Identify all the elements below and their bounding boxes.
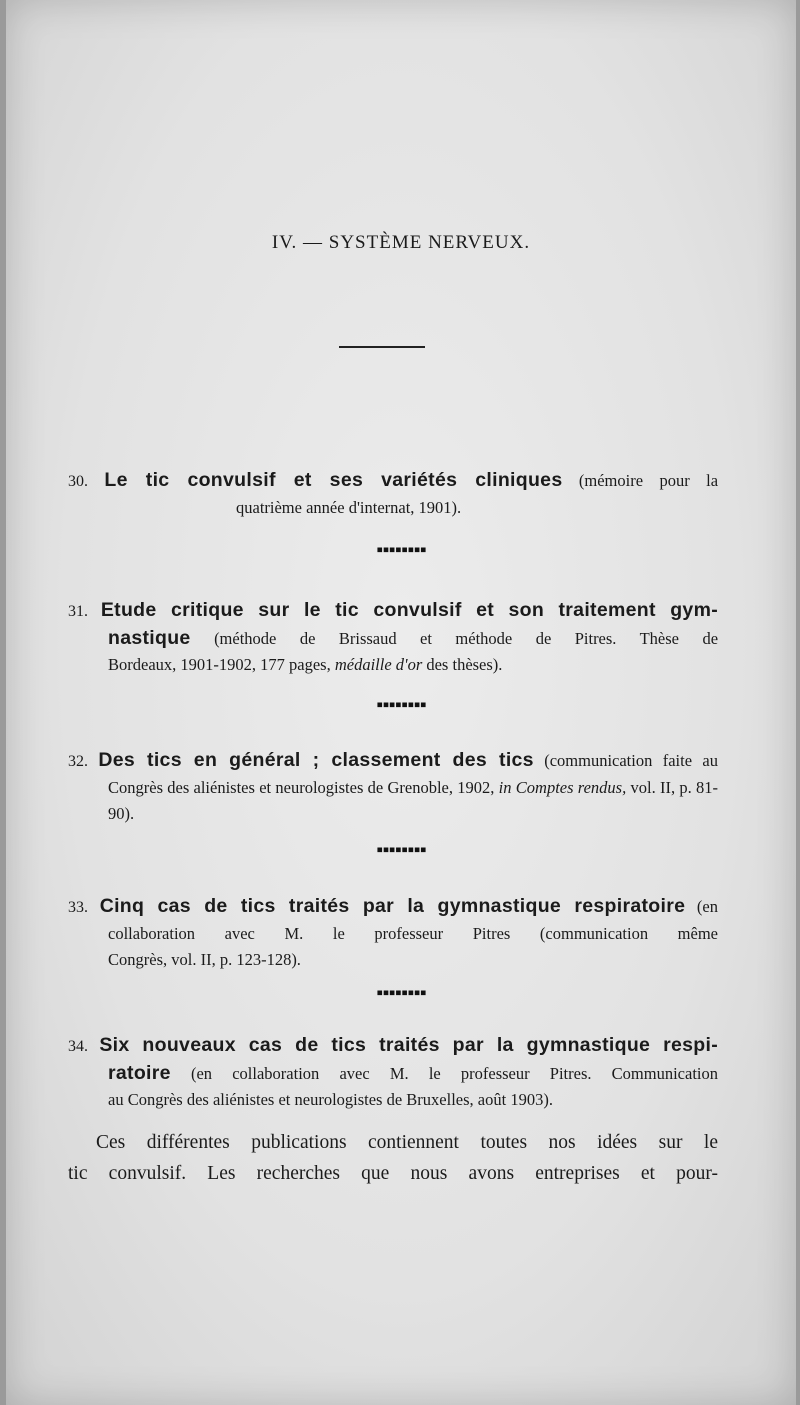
- separator-ornament: ▪▪▪▪▪▪▪▪: [376, 842, 426, 856]
- entry-title: Cinq cas de tics traités par la gymnastique respiratoire: [99, 895, 686, 917]
- entry-title-continued: nastique: [108, 627, 191, 649]
- entry-number: 31.: [68, 603, 88, 620]
- entry-number: 30.: [68, 473, 88, 490]
- entry-description-end: des thèses).: [426, 655, 503, 674]
- entry-number: 34.: [68, 1038, 88, 1055]
- entry-number: 32.: [68, 753, 88, 770]
- bibliography-entry-34: [68, 1032, 718, 1113]
- bibliography-entry-30: [68, 467, 718, 521]
- bibliography-entry-31: [68, 597, 718, 678]
- section-heading: IV. — SYSTÈME NERVEUX.: [271, 232, 531, 253]
- entry-description-end: au Congrès des aliénistes et neurologistes de Bruxelles, août 1903).: [108, 1090, 553, 1109]
- bibliography-entry-33: [68, 893, 718, 973]
- entry-description-continued: collaboration avec M. le professeur Pitres (communication même: [108, 924, 718, 943]
- separator-ornament: ▪▪▪▪▪▪▪▪: [376, 697, 426, 711]
- entry-title: Des tics en général ; classement des tics: [98, 749, 534, 771]
- entry-title: Etude critique sur le tic convulsif et son traitement gym-: [100, 599, 718, 621]
- entry-description: (en: [696, 897, 718, 916]
- entry-award: médaille d'or: [334, 655, 423, 674]
- entry-title-continued: ratoire: [108, 1062, 171, 1084]
- heading-rule: [339, 346, 425, 348]
- entry-source: in Comptes rendus,: [498, 778, 627, 797]
- entry-description-end: Congrès, vol. II, p. 123-128).: [108, 950, 301, 969]
- body-paragraph: [68, 1127, 718, 1189]
- entry-description: (mémoire pour la: [578, 471, 719, 490]
- bibliography-entry-32: [68, 747, 718, 827]
- separator-ornament: ▪▪▪▪▪▪▪▪: [376, 542, 426, 556]
- entry-description-continued: Congrès des aliénistes et neurologistes de Grenoble, 1902,: [108, 778, 495, 797]
- entry-description-continued: quatrième année d'internat, 1901).: [236, 498, 462, 517]
- entry-title: Le tic convulsif et ses variétés cliniques: [104, 469, 563, 491]
- document-page: [6, 0, 796, 1405]
- entry-description: (méthode de Brissaud et méthode de Pitres. Thèse de: [214, 629, 719, 648]
- entry-description-continued: Bordeaux, 1901-1902, 177 pages,: [108, 655, 331, 674]
- paragraph-line: Ces différentes publications contiennent toutes nos idées sur le: [96, 1132, 718, 1153]
- entry-title: Six nouveaux cas de tics traités par la gymnastique respi-: [99, 1034, 719, 1056]
- separator-ornament: ▪▪▪▪▪▪▪▪: [376, 985, 426, 999]
- paragraph-line: tic convulsif. Les recherches que nous avons entreprises et pour-: [68, 1163, 718, 1184]
- entry-description-end: vol. II, p. 81-90).: [108, 778, 719, 823]
- entry-number: 33.: [68, 899, 88, 916]
- entry-description: (communication faite au: [544, 751, 718, 770]
- entry-description: (en collaboration avec M. le professeur Pitres. Communication: [190, 1064, 719, 1083]
